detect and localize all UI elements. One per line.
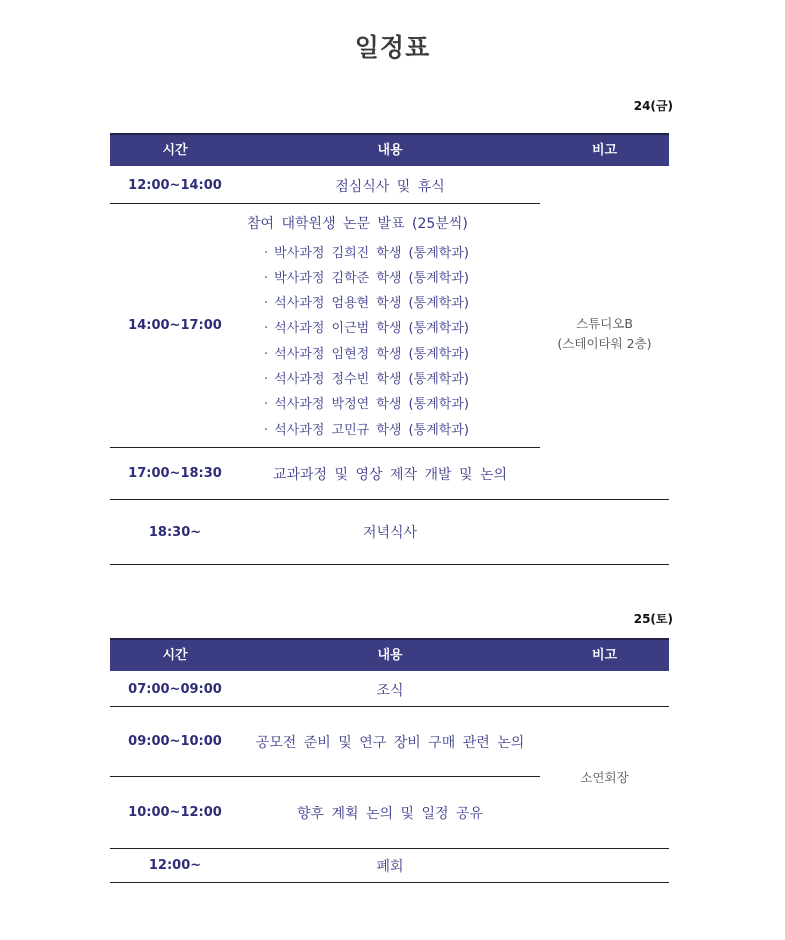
bullet-icon: ·: [264, 397, 269, 412]
presenter-name: 석사과정 이근범 학생 (통계학과): [274, 321, 469, 336]
bullet-icon: ·: [264, 296, 269, 311]
presenter-item: [264, 317, 469, 336]
bullet-icon: ·: [264, 271, 269, 286]
header-content: 내용: [377, 648, 403, 663]
presenter-name: 석사과정 정수빈 학생 (통계학과): [274, 372, 469, 387]
row-content: 향후 계획 논의 및 일정 공유: [296, 805, 483, 822]
row-content: 공모전 준비 및 연구 장비 구매 관련 논의: [255, 734, 525, 751]
note-location: [540, 707, 669, 848]
presenter-name: 석사과정 박정연 학생 (통계학과): [274, 397, 469, 412]
day-label-25: 25(토): [633, 612, 673, 626]
presenter-item: [264, 267, 469, 286]
note-line: 스튜디오B: [576, 315, 633, 331]
bullet-icon: ·: [264, 372, 269, 387]
bullet-icon: ·: [264, 246, 269, 261]
row-content: 폐회: [376, 858, 404, 875]
note-line: 소연회장: [580, 769, 629, 785]
presenter-name: 석사과정 고민규 학생 (통계학과): [274, 423, 469, 438]
row-time: 17:00~18:30: [128, 466, 222, 481]
day-label-24: 24(금): [633, 99, 673, 113]
row-content: 점심식사 및 휴식: [335, 178, 445, 195]
presenter-item: [264, 393, 469, 412]
presenter-name: 박사과정 김학준 학생 (통계학과): [274, 271, 469, 286]
presenter-item: [264, 343, 469, 362]
row-time: 10:00~12:00: [128, 805, 222, 820]
presenter-item: [264, 368, 469, 387]
row-time: 18:30~: [148, 524, 202, 540]
row-content: 교과과정 및 영상 제작 개발 및 논의: [272, 466, 508, 483]
table-header: [110, 638, 669, 671]
table-bottom-line: [110, 564, 669, 565]
presenter-name: 석사과정 임현정 학생 (통계학과): [274, 347, 469, 362]
presenter-item: [264, 419, 469, 438]
row-content: 저녁식사: [362, 525, 418, 541]
bullet-icon: ·: [264, 347, 269, 362]
presentation-title: 참여 대학원생 논문 발표 (25분씩): [247, 216, 468, 232]
bullet-icon: ·: [264, 321, 269, 336]
header-time: 시간: [162, 648, 188, 663]
row-time: 12:00~: [148, 858, 202, 873]
table-bottom-line: [110, 882, 669, 883]
presenter-item: [264, 242, 469, 261]
header-note: 비고: [591, 648, 618, 663]
row-time: 09:00~10:00: [128, 734, 222, 749]
table-header: [110, 133, 669, 166]
header-content: 내용: [377, 143, 403, 158]
note-location: [540, 168, 669, 499]
presenter-item: [264, 292, 469, 311]
header-note: 비고: [591, 143, 618, 158]
row-time: 12:00~14:00: [128, 178, 222, 193]
bullet-icon: ·: [264, 423, 269, 438]
note-line: (스테이타워 2층): [557, 335, 652, 351]
row-content: 조식: [376, 682, 404, 699]
presenter-name: 석사과정 엄용현 학생 (통계학과): [274, 296, 469, 311]
page-title: 일정표: [354, 33, 431, 62]
header-time: 시간: [162, 143, 188, 158]
presenter-name: 박사과정 김희진 학생 (통계학과): [274, 246, 469, 261]
row-time: 14:00~17:00: [128, 318, 222, 333]
row-time: 07:00~09:00: [128, 682, 222, 697]
